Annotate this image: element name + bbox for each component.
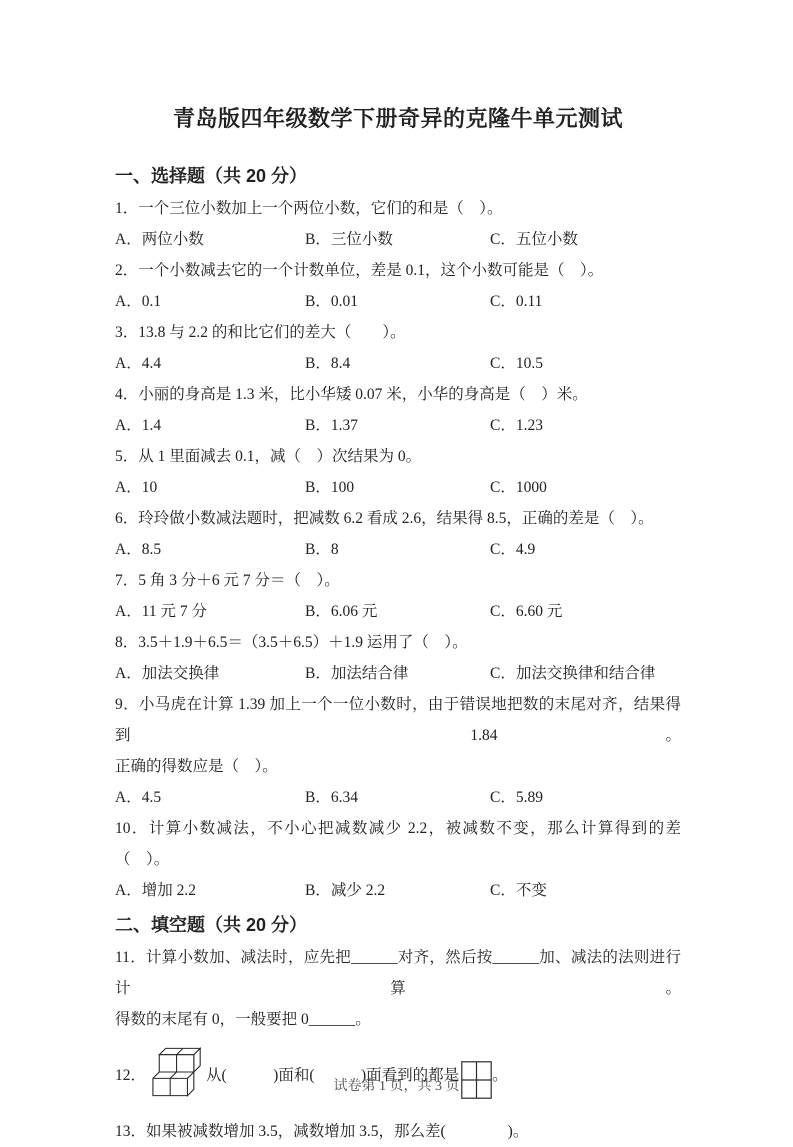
option-a: A．增加 2.2 <box>115 882 196 899</box>
option-a: A．1.4 <box>115 417 162 434</box>
question-3: 3．13.8 与 2.2 的和比它们的差大（ ）。 <box>115 324 406 341</box>
option-a: A．10 <box>115 479 158 496</box>
question-11-line2: 得数的末尾有 0，一般要把 0______。 <box>115 1011 371 1028</box>
option-b: B．加法结合律 <box>305 665 409 682</box>
option-c: C．1.23 <box>490 417 543 434</box>
question-11-line1: 11．计算小数加、减法时，应先把______对齐，然后按______加、减法的法则进行计算。 <box>115 949 681 997</box>
option-a: A．8.5 <box>115 541 162 558</box>
question-7: 7．5 角 3 分＋6 元 7 分＝（ ）。 <box>115 572 340 589</box>
option-c: C．五位小数 <box>490 231 578 248</box>
option-c: C．不变 <box>490 882 547 899</box>
question-5-options <box>115 472 681 503</box>
option-a: A．加法交换律 <box>115 665 220 682</box>
question-10: 10．计算小数减法，不小心把减数减少 2.2，被减数不变，那么计算得到的差（ ）。 <box>115 820 681 868</box>
option-c: C．6.60 元 <box>490 603 563 620</box>
question-12-text: 从( )面和( )面看到的都是 <box>206 1066 460 1084</box>
option-b: B．三位小数 <box>305 231 393 248</box>
option-c: C．5.89 <box>490 789 543 806</box>
question-4: 4．小丽的身高是 1.3 米，比小华矮 0.07 米，小华的身高是（ ）米。 <box>115 386 588 403</box>
page-footer: 试卷第 1 页，共 3 页 <box>333 1079 460 1094</box>
option-c: C．10.5 <box>490 355 543 372</box>
section-heading-fill: 二、填空题（共 20 分） <box>115 915 308 935</box>
question-13: 13．如果被减数增加 3.5，减数增加 3.5，那么差( )。 <box>115 1123 529 1140</box>
option-b: B．0.01 <box>305 293 358 310</box>
question-10-options <box>115 875 681 906</box>
question-1-options <box>115 224 681 255</box>
option-c: C．0.11 <box>490 293 543 310</box>
option-b: B．6.34 <box>305 789 358 806</box>
question-7-options <box>115 596 681 627</box>
question-12-text-end: 。 <box>492 1066 508 1084</box>
option-c: C．加法交换律和结合律 <box>490 665 656 682</box>
option-b: B．减少 2.2 <box>305 882 386 899</box>
question-9-line1: 9．小马虎在计算 1.39 加上一个一位小数时，由于错误地把数的末尾对齐，结果得到 1.84。 <box>115 696 681 744</box>
option-a: A．11 元 7 分 <box>115 603 207 620</box>
section-heading-choice: 一、选择题（共 20 分） <box>115 166 308 186</box>
question-2-options <box>115 286 681 317</box>
option-b: B．1.37 <box>305 417 358 434</box>
option-b: B．6.06 元 <box>305 603 378 620</box>
option-a: A．0.1 <box>115 293 162 310</box>
question-2: 2．一个小数减去它的一个计数单位，差是 0.1，这个小数可能是（ ）。 <box>115 262 604 279</box>
question-6-options <box>115 534 681 565</box>
option-b: B．8 <box>305 541 339 558</box>
question-6: 6．玲玲做小数减法题时，把减数 6.2 看成 2.6，结果得 8.5，正确的差是（ ）。 <box>115 510 654 527</box>
option-a: A．4.4 <box>115 355 162 372</box>
question-8-options <box>115 658 681 689</box>
question-12-number: 12． <box>115 1066 147 1084</box>
option-c: C．1000 <box>490 479 547 496</box>
option-a: A．两位小数 <box>115 231 204 248</box>
question-1: 1．一个三位小数加上一个两位小数，它们的和是（ ）。 <box>115 200 503 217</box>
option-b: B．8.4 <box>305 355 351 372</box>
option-c: C．4.9 <box>490 541 536 558</box>
question-9-options <box>115 782 681 813</box>
question-9-line2: 正确的得数应是（ ）。 <box>115 758 278 775</box>
question-4-options <box>115 410 681 441</box>
question-3-options <box>115 348 681 379</box>
option-a: A．4.5 <box>115 789 162 806</box>
page-title: 青岛版四年级数学下册奇异的克隆牛单元测试 <box>172 106 623 131</box>
question-5: 5．从 1 里面减去 0.1，减（ ）次结果为 0。 <box>115 448 422 465</box>
option-b: B．100 <box>305 479 355 496</box>
question-8: 8．3.5＋1.9＋6.5＝（3.5＋6.5）＋1.9 运用了（ ）。 <box>115 634 468 651</box>
